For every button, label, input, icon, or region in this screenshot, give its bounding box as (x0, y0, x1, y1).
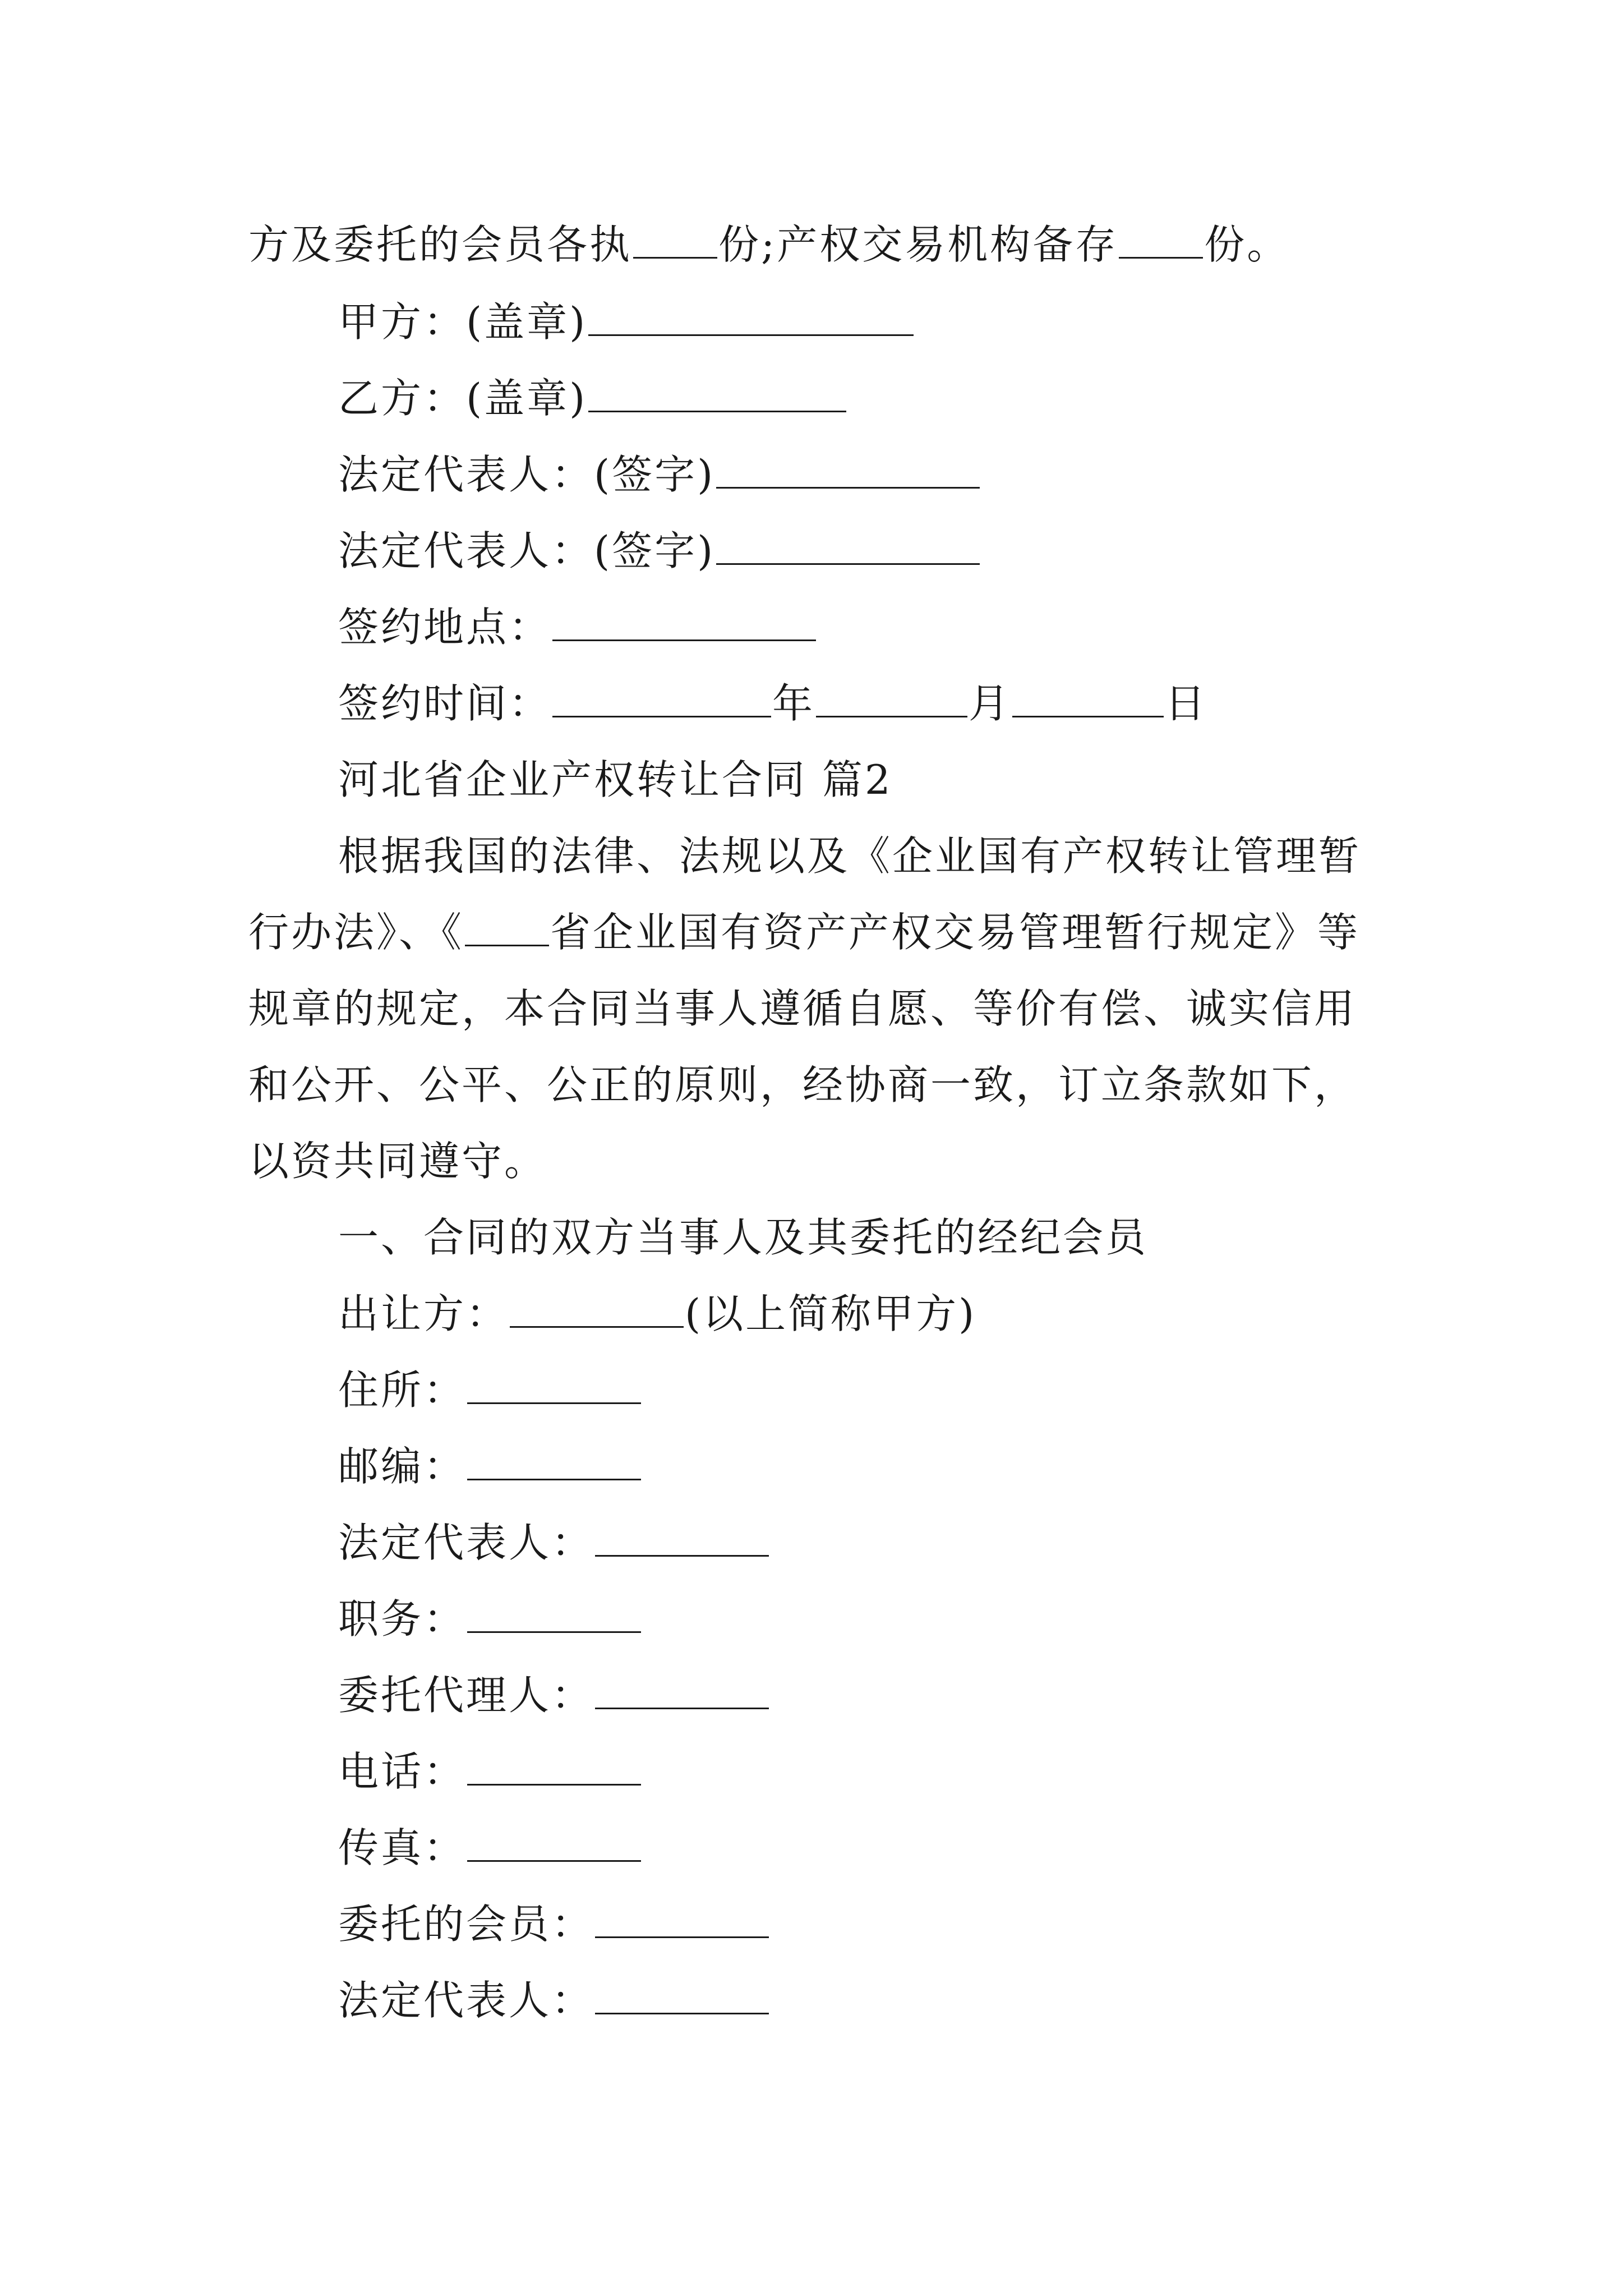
signing-year-blank (552, 681, 771, 717)
copies-blank-2 (1119, 222, 1203, 259)
position-line (338, 1591, 642, 1647)
preamble-line-3: 规章的规定，本合同当事人遵循自愿、等价有偿、诚实信用 (248, 985, 1357, 1032)
signing-month-unit: 月 (969, 680, 1012, 727)
fax-line (338, 1820, 642, 1876)
preamble-line-2-text-a: 行办法》、《 (248, 909, 464, 956)
signing-year-unit: 年 (772, 680, 815, 727)
party-a-seal-label: 甲方：(盖章) (338, 298, 588, 346)
clause-1-heading: 一、合同的双方当事人及其委托的经纪会员 (338, 1214, 1149, 1261)
copies-clause-text-1: 方及委托的会员各执 (248, 221, 633, 268)
party-b-seal-label: 乙方：(盖章) (338, 375, 588, 422)
transferor-blank (510, 1291, 684, 1328)
legal-rep-sign-blank-2 (716, 528, 980, 565)
legal-rep-sign-blank-1 (716, 452, 980, 489)
preamble-line-2 (248, 904, 1360, 960)
legal-rep-sign-label-1: 法定代表人：(签字) (338, 451, 716, 498)
postcode-blank (467, 1444, 641, 1480)
party-b-seal-blank (588, 376, 846, 412)
transferor-label: 出让方： (338, 1290, 509, 1337)
party-a-seal-blank (588, 300, 914, 336)
member-blank (595, 1902, 769, 1938)
signing-time-line (338, 675, 1207, 731)
signing-month-blank (816, 681, 967, 717)
party-a-seal-line (338, 294, 915, 350)
preamble-line-2-text-b: 省企业国有资产产权交易管理暂行规定》等 (550, 909, 1361, 956)
legal-rep-sign-line-2 (338, 523, 981, 579)
legal-rep-blank-2 (595, 1978, 769, 2014)
preamble-line-5: 以资共同遵守。 (248, 1138, 547, 1185)
signing-time-label: 签约时间： (338, 680, 552, 727)
member-line (338, 1896, 770, 1952)
copies-clause-line (248, 217, 1289, 273)
agent-blank (595, 1673, 769, 1709)
member-label: 委托的会员： (338, 1901, 594, 1948)
legal-rep-blank (595, 1520, 769, 1557)
legal-rep-line-2 (338, 1972, 770, 2028)
signing-place-label: 签约地点： (338, 604, 552, 651)
phone-line (338, 1743, 642, 1800)
copies-clause-text-3: 份。 (1204, 221, 1290, 268)
copies-clause-text-2: 份;产权交易机构备存 (718, 221, 1118, 268)
legal-rep-sign-line-1 (338, 447, 981, 503)
phone-label: 电话： (338, 1748, 467, 1795)
address-line (338, 1362, 642, 1418)
legal-rep-line (338, 1515, 770, 1571)
postcode-label: 邮编： (338, 1443, 467, 1490)
agent-label: 委托代理人： (338, 1672, 594, 1719)
fax-label: 传真： (338, 1824, 467, 1871)
province-blank (465, 910, 549, 946)
copies-blank-1 (633, 222, 717, 259)
signing-day-unit: 日 (1165, 680, 1208, 727)
address-label: 住所： (338, 1366, 467, 1414)
transferor-line (338, 1286, 976, 1342)
signing-day-blank (1012, 681, 1164, 717)
legal-rep-label-2: 法定代表人： (338, 1977, 594, 2024)
signing-place-blank (552, 605, 816, 641)
party-b-seal-line (338, 370, 847, 426)
preamble-line-1: 根据我国的法律、法规以及《企业国有产权转让管理暂 (338, 832, 1362, 880)
agent-line (338, 1667, 770, 1723)
position-blank (467, 1596, 641, 1633)
signing-place-line (338, 599, 817, 655)
preamble-line-4: 和公开、公平、公正的原则，经协商一致，订立条款如下， (248, 1061, 1357, 1108)
postcode-line (338, 1438, 642, 1494)
section-title: 河北省企业产权转让合同 篇2 (338, 756, 893, 803)
position-label: 职务： (338, 1595, 467, 1642)
address-blank (467, 1368, 641, 1404)
phone-blank (467, 1749, 641, 1786)
legal-rep-sign-label-2: 法定代表人：(签字) (338, 527, 716, 574)
legal-rep-label: 法定代表人： (338, 1519, 594, 1566)
fax-blank (467, 1825, 641, 1862)
transferor-suffix: (以上简称甲方) (685, 1290, 977, 1337)
